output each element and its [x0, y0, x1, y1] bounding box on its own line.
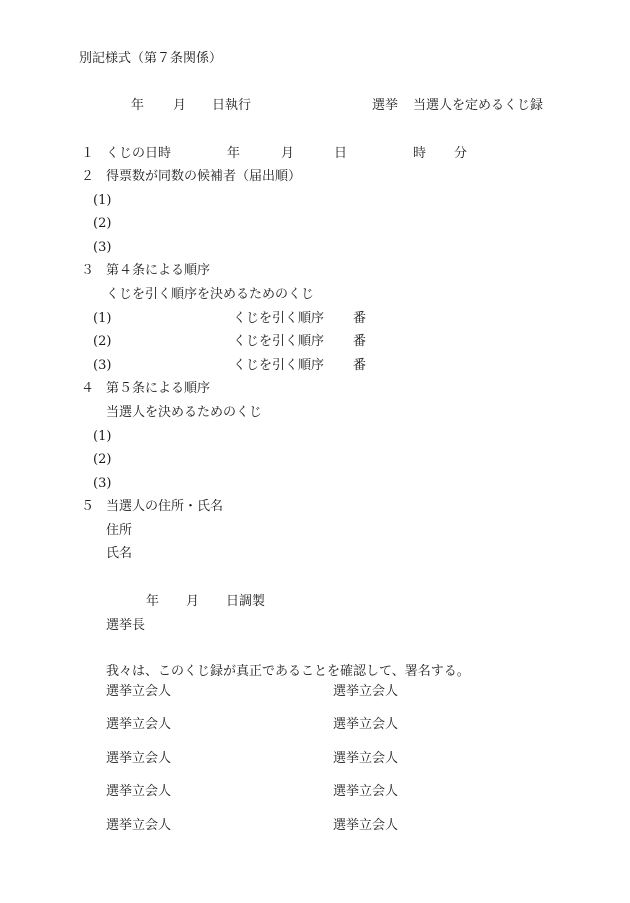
header-month: 月 — [173, 98, 187, 113]
section3-label: 第４条による順序 — [106, 263, 211, 278]
winner-address-label: 住所 — [106, 523, 133, 538]
header-election: 選挙 — [372, 98, 399, 113]
section2-item-3: (3) — [93, 240, 112, 255]
header-title: 当選人を定めるくじ録 — [413, 98, 544, 113]
section2-item-1: (1) — [93, 193, 112, 208]
form-label: 別記様式（第７条関係） — [79, 51, 223, 66]
witness-left-3: 選挙立会人 — [106, 751, 172, 766]
section3-item-3-number: (3) — [93, 358, 112, 373]
section3-sub-label: くじを引く順序を決めるためのくじ — [106, 287, 315, 302]
section3-item-2-text: くじを引く順序 — [233, 334, 325, 349]
section5-label: 当選人の住所・氏名 — [106, 499, 224, 514]
section2-label: 得票数が同数の候補者（届出順） — [106, 169, 302, 184]
section3-item-2-unit: 番 — [353, 334, 367, 349]
witness-right-3: 選挙立会人 — [333, 751, 399, 766]
section3-item-1-number: (1) — [93, 311, 112, 326]
section1-year: 年 — [227, 146, 241, 161]
election-chair-label: 選挙長 — [106, 618, 146, 633]
section3-item-3-unit: 番 — [353, 358, 367, 373]
section3-item-1-text: くじを引く順序 — [233, 311, 325, 326]
section4-number: ４ — [81, 381, 95, 396]
section5-number: ５ — [81, 499, 95, 514]
witness-right-2: 選挙立会人 — [333, 717, 399, 732]
section4-item-1: (1) — [93, 429, 112, 444]
witness-left-1: 選挙立会人 — [106, 684, 172, 699]
section1-number: １ — [81, 146, 95, 161]
section1-minute: 分 — [454, 146, 468, 161]
section1-label: くじの日時 — [106, 146, 172, 161]
section2-number: ２ — [81, 169, 95, 184]
section1-month: 月 — [281, 146, 295, 161]
section3-item-1-unit: 番 — [353, 311, 367, 326]
header-day-executed: 日執行 — [212, 98, 252, 113]
section1-hour: 時 — [413, 146, 427, 161]
section3-number: ３ — [81, 263, 95, 278]
section4-item-2: (2) — [93, 452, 112, 467]
witness-left-2: 選挙立会人 — [106, 717, 172, 732]
prepared-month: 月 — [186, 594, 200, 609]
section3-item-2-number: (2) — [93, 334, 112, 349]
witness-right-4: 選挙立会人 — [333, 784, 399, 799]
section4-sub-label: 当選人を決めるためのくじ — [106, 405, 263, 420]
witness-right-5: 選挙立会人 — [333, 818, 399, 833]
witness-right-1: 選挙立会人 — [333, 684, 399, 699]
confirmation-statement: 我々は、このくじ録が真正であることを確認して、署名する。 — [106, 664, 470, 679]
section3-item-3-text: くじを引く順序 — [233, 358, 325, 373]
prepared-year: 年 — [146, 594, 160, 609]
header-year: 年 — [131, 98, 145, 113]
section1-day: 日 — [334, 146, 348, 161]
section4-item-3: (3) — [93, 476, 112, 491]
witness-left-4: 選挙立会人 — [106, 784, 172, 799]
prepared-day: 日調製 — [226, 594, 266, 609]
winner-name-label: 氏名 — [106, 546, 133, 561]
section2-item-2: (2) — [93, 216, 112, 231]
witness-left-5: 選挙立会人 — [106, 818, 172, 833]
section4-label: 第５条による順序 — [106, 381, 211, 396]
